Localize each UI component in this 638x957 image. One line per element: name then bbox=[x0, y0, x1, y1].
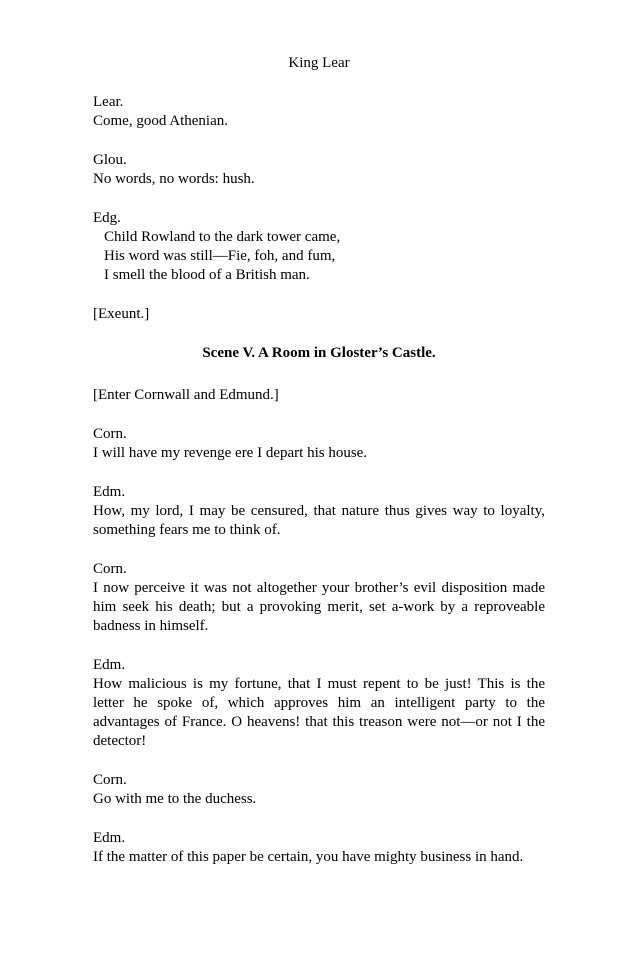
speech-lear bbox=[93, 93, 545, 131]
speech-edg-verse bbox=[93, 209, 545, 285]
speech-line: No words, no words: hush. bbox=[93, 171, 255, 187]
running-header: King Lear bbox=[288, 55, 350, 71]
speaker-name: Corn. bbox=[93, 772, 127, 788]
speech-glou bbox=[93, 151, 545, 189]
speech-edm-3 bbox=[93, 829, 545, 867]
speech-corn-1 bbox=[93, 425, 545, 463]
verse-line: Child Rowland to the dark tower came, bbox=[104, 229, 341, 245]
speech-text: If the matter of this paper be certain, you have mighty business in hand. bbox=[93, 849, 524, 865]
speech-text: I will have my revenge ere I depart his house. bbox=[93, 445, 368, 461]
speech-text: Go with me to the duchess. bbox=[93, 791, 257, 807]
stage-direction-enter: [Enter Cornwall and Edmund.] bbox=[93, 387, 279, 403]
speech-edm-1 bbox=[93, 483, 545, 540]
speech-line: Come, good Athenian. bbox=[93, 113, 228, 129]
speaker-name: Corn. bbox=[93, 426, 127, 442]
verse-line: His word was still—Fie, foh, and fum, bbox=[104, 248, 336, 264]
speech-text: I now perceive it was not altogether your brother’s evil disposition made him seek his death; but a provoking merit, set a-work by a reproveable badness in himself. bbox=[93, 580, 545, 634]
play-text bbox=[93, 93, 545, 887]
scene-heading: Scene V. A Room in Gloster’s Castle. bbox=[202, 345, 436, 361]
verse-line: I smell the blood of a British man. bbox=[104, 267, 310, 283]
speech-corn-2 bbox=[93, 560, 545, 636]
speech-edm-2 bbox=[93, 656, 545, 751]
speaker-name: Edm. bbox=[93, 657, 126, 673]
speaker-name: Edm. bbox=[93, 830, 126, 846]
speech-text: How, my lord, I may be censured, that nature thus gives way to loyalty, something fears me to think of. bbox=[93, 503, 545, 538]
speaker-name: Glou. bbox=[93, 152, 127, 168]
speaker-name: Lear. bbox=[93, 94, 124, 110]
stage-direction-exeunt: [Exeunt.] bbox=[93, 306, 150, 322]
speech-corn-3 bbox=[93, 771, 545, 809]
speaker-name: Edm. bbox=[93, 484, 126, 500]
speaker-name: Edg. bbox=[93, 210, 121, 226]
speaker-name: Corn. bbox=[93, 561, 127, 577]
speech-text: How malicious is my fortune, that I must repent to be just! This is the letter he spoke of, which approves him an intelligent party to the advantages of France. O heavens! that this treason were not—or not I the detector! bbox=[93, 676, 545, 749]
